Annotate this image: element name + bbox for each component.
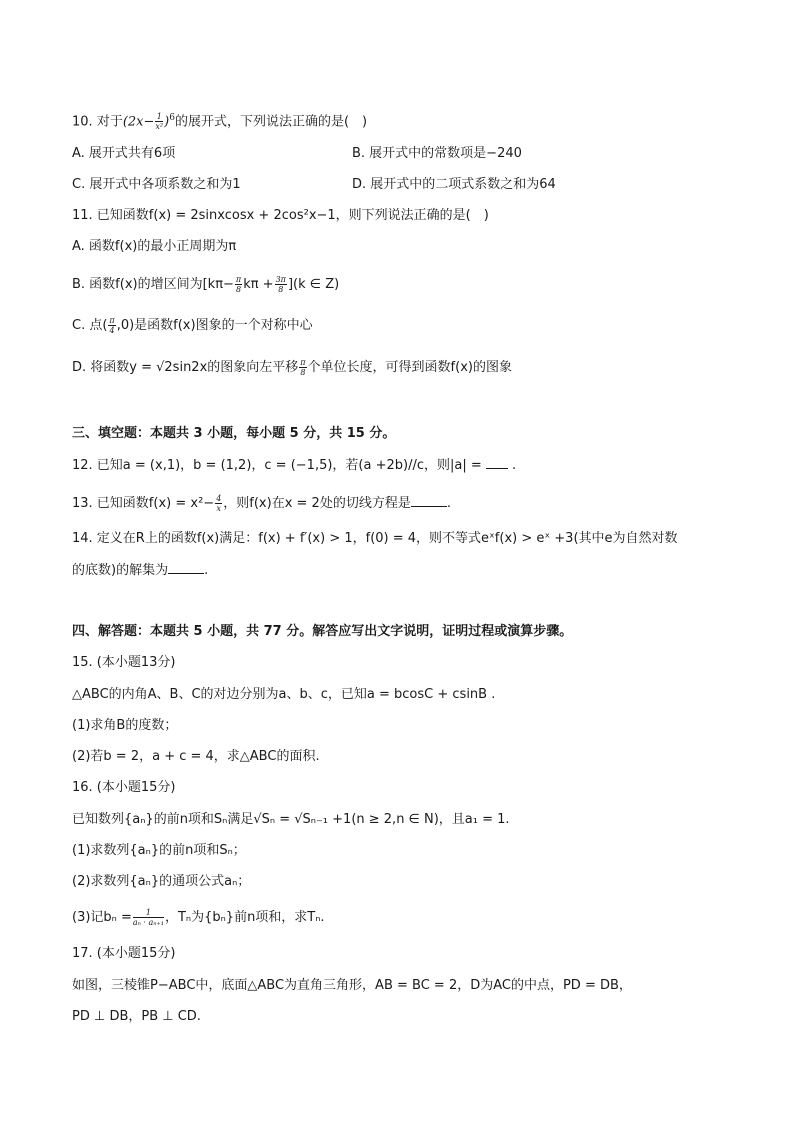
q11-option-d <box>72 358 512 377</box>
q11-b-frac1-num: π <box>235 275 242 284</box>
q16-part-3 <box>72 908 325 927</box>
q11-c-frac-den: 4 <box>109 326 115 335</box>
q14-end: . <box>204 563 209 578</box>
q13-answer-blank[interactable] <box>411 494 447 507</box>
q16-stem: 已知数列{aₙ}的前n项和Sₙ满足√Sₙ = √Sₙ₋₁ +1(n ≥ 2,n ∈ N)，且a₁ = 1. <box>72 812 510 827</box>
q11-b-post: ](k ∈ Z) <box>287 277 340 292</box>
q13-pre: 13. 已知函数f(x) = x²− <box>72 496 215 511</box>
q11-d-post: 个单位长度，可得到函数f(x)的图象 <box>307 360 512 375</box>
q11-option-c <box>72 316 313 335</box>
q16-part-2: (2)求数列{aₙ}的通项公式aₙ； <box>72 874 251 889</box>
q15-part-2: (2)若b = 2，a + c = 4，求△ABC的面积. <box>72 749 320 764</box>
q10-frac-den: x² <box>155 122 164 132</box>
q16-p3-frac <box>133 908 164 927</box>
q11-c-frac-num: π <box>109 316 115 325</box>
q17-line-1: 如图，三棱锥P−ABC中，底面△ABC为直角三角形，AB = BC = 2，D为AC的中点，PD = DB， <box>72 978 632 993</box>
q12-text: 12. 已知a = (x,1)，b = (1,2)，c = (−1,5)，若(a +2b)//c，则|a| = <box>72 458 482 473</box>
q11-stem: 11. 已知函数f(x) = 2sinxcosx + 2cos²x−1，则下列说法正确的是( ) <box>72 208 489 223</box>
q13-stem <box>72 494 451 513</box>
q13-end: . <box>446 496 451 511</box>
q14-answer-blank[interactable] <box>168 561 204 574</box>
section-3-heading: 三、填空题：本题共 3 小题，每小题 5 分，共 15 分。 <box>72 426 396 441</box>
q11-b-frac2-den: 8 <box>278 285 284 294</box>
q10-option-c: C. 展开式中各项系数之和为1 <box>72 177 241 192</box>
q12-end: . <box>512 458 517 473</box>
q11-b-frac1 <box>235 275 242 294</box>
q16-p3-frac-den: aₙ · aₙ₊₁ <box>132 918 164 927</box>
q11-c-post: ,0)是函数f(x)图象的一个对称中心 <box>116 318 313 333</box>
q10-pre-text: 对于 <box>96 114 123 130</box>
q11-c-frac <box>108 316 115 335</box>
q17-heading: 17. (本小题15分) <box>72 946 176 961</box>
q13-frac <box>215 494 222 513</box>
q12-stem <box>72 456 516 475</box>
q16-part-1: (1)求数列{aₙ}的前n项和Sₙ； <box>72 843 246 858</box>
q14-line-1: 14. 定义在R上的函数f(x)满足：f(x) + f′(x) > 1，f(0) = 4，则不等式eˣf(x) > eˣ +3(其中e为自然对数 <box>72 531 678 546</box>
q11-b-frac1-den: 8 <box>236 285 242 294</box>
q13-post: ，则f(x)在x = 2处的切线方程是 <box>223 496 411 511</box>
q17-line-2: PD ⊥ DB，PB ⊥ CD. <box>72 1009 201 1024</box>
q11-c-pre: C. 点( <box>72 318 108 333</box>
q10-option-d: D. 展开式中的二项式系数之和为64 <box>352 177 556 192</box>
q11-d-frac-num: π <box>300 358 306 367</box>
q16-p3-frac-num: 1 <box>133 908 164 918</box>
q10-option-b: B. 展开式中的常数项是−240 <box>352 146 522 161</box>
q14-line-2 <box>72 561 208 580</box>
q10-expr-b: ) <box>164 114 170 130</box>
q10-expr-a: (2x− <box>122 114 155 130</box>
q12-answer-blank[interactable] <box>486 456 508 469</box>
q16-p3-post: ，Tₙ为{bₙ}前n项和，求Tₙ. <box>164 910 325 925</box>
q10-option-a: A. 展开式共有6项 <box>72 146 176 161</box>
q10-frac-num: 1 <box>156 112 162 122</box>
section-4-heading: 四、解答题：本题共 5 小题，共 77 分。解答应写出文字说明，证明过程或演算步骤。 <box>72 624 573 639</box>
q11-d-frac <box>299 358 306 377</box>
q10-post-text: 的展开式，下列说法正确的是( ) <box>174 114 368 130</box>
q11-b-pre: B. 函数f(x)的增区间为[kπ− <box>72 277 234 292</box>
q14-line-2-text: 的底数)的解集为 <box>72 563 169 578</box>
q11-d-frac-den: 8 <box>300 368 306 377</box>
q15-stem: △ABC的内角A、B、C的对边分别为a、b、c，已知a = bcosC + csinB . <box>72 687 496 702</box>
q16-p3-pre: (3)记bₙ = <box>72 910 132 925</box>
q11-b-frac2-num: 3π <box>275 275 286 284</box>
q10-exponent: 6 <box>169 113 175 123</box>
q11-b-frac2 <box>275 275 287 294</box>
q15-part-1: (1)求角B的度数； <box>72 718 178 733</box>
q11-d-pre: D. 将函数y = √2sin2x的图象向左平移 <box>72 360 299 375</box>
q10-fraction <box>155 112 163 131</box>
q13-frac-num: 4 <box>216 494 222 503</box>
q10-number: 10. <box>72 114 93 130</box>
q13-frac-den: x <box>216 504 221 513</box>
q11-b-mid: kπ + <box>243 277 274 292</box>
q11-option-b <box>72 275 339 294</box>
q16-heading: 16. (本小题15分) <box>72 780 176 795</box>
q15-heading: 15. (本小题13分) <box>72 655 176 670</box>
q11-option-a: A. 函数f(x)的最小正周期为π <box>72 239 237 254</box>
q10-stem <box>72 109 367 131</box>
